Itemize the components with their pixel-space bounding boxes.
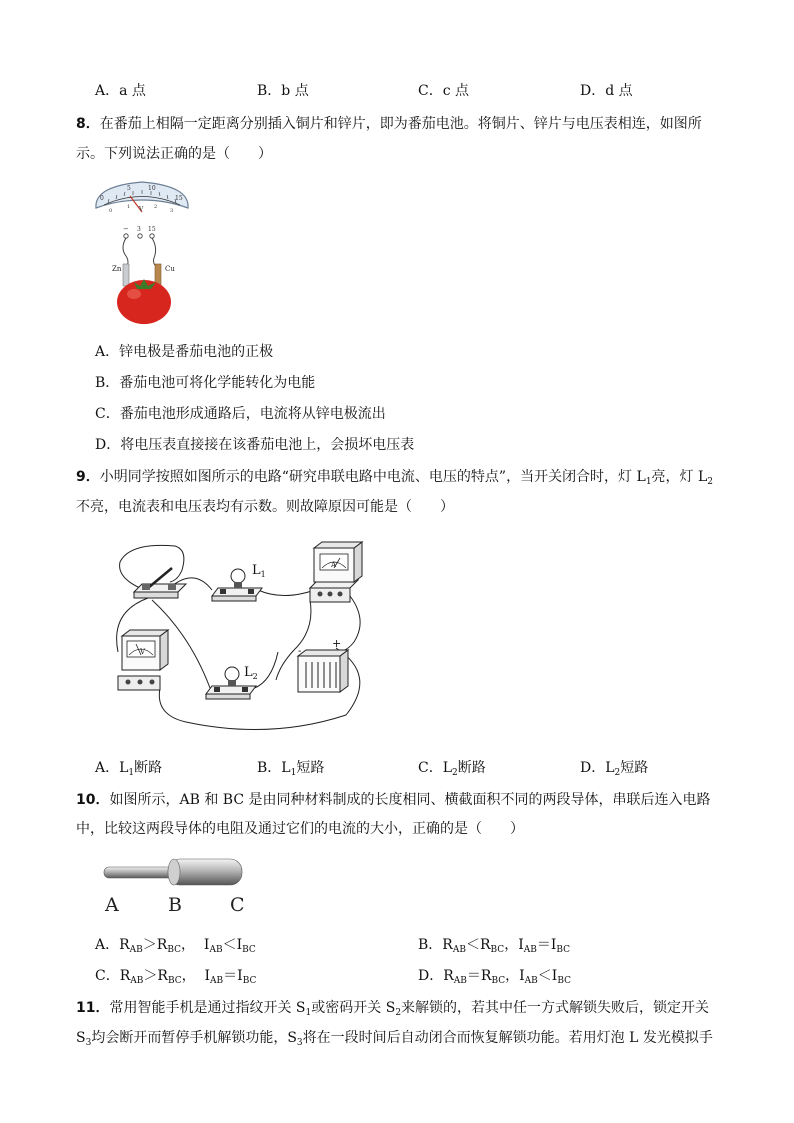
battery-plus: + bbox=[332, 637, 342, 650]
label-b: B bbox=[168, 894, 182, 916]
l1-label: $L_1$ bbox=[252, 563, 266, 579]
l2-label: $L_2$ bbox=[244, 665, 258, 681]
scale-right-15: 15 bbox=[175, 195, 183, 202]
q9-option-b: B．$L_1$短路 bbox=[257, 760, 325, 778]
q8-stem-line2: 示。下列说法正确的是（ ） bbox=[76, 146, 272, 162]
q10-option-a: A．$R_{AB}>R_{BC}$， $I_{AB}<I_{BC}$ bbox=[95, 937, 256, 955]
terminal-15-label: 15 bbox=[148, 226, 156, 233]
q11-stem-line1: 11．常用智能手机是通过指纹开关 $S_1$或密码开关 $S_2$来解锁的，若其中任一方式解锁失败后，锁定开关 bbox=[76, 1000, 710, 1018]
conductor-figure bbox=[98, 855, 258, 917]
series-circuit-figure bbox=[110, 540, 370, 735]
terminal-minus bbox=[124, 234, 128, 238]
lamp-l1 bbox=[212, 563, 266, 601]
q9-option-d: D．$L_2$短路 bbox=[580, 760, 649, 778]
conductor-ab bbox=[104, 867, 176, 878]
terminal-3 bbox=[138, 234, 142, 238]
q9-stem-line1: 9．小明同学按照如图所示的电路“研究串联电路中电流、电压的特点”，当开关闭合时，灯 $L_1$亮，灯 $L_2$ bbox=[76, 469, 714, 487]
q10-option-c: C．$R_{AB}>R_{BC}$， $I_{AB}=I_{BC}$ bbox=[95, 968, 257, 986]
scale-bottom-2: 2 bbox=[154, 204, 158, 210]
terminal-3-label: 3 bbox=[137, 226, 141, 233]
q11-number: 11． bbox=[76, 1000, 110, 1016]
lamp-l2 bbox=[206, 665, 258, 699]
switch bbox=[134, 568, 186, 598]
ammeter bbox=[310, 542, 362, 602]
q10-option-d: D．$R_{AB}=R_{BC}$，$I_{AB}<I_{BC}$ bbox=[418, 968, 571, 986]
q10-option-b: B．$R_{AB}<R_{BC}$，$I_{AB}=I_{BC}$ bbox=[418, 937, 571, 955]
q9-option-c: C．$L_2$断路 bbox=[418, 760, 486, 778]
scale-top-5: 5 bbox=[127, 185, 131, 192]
battery bbox=[298, 637, 348, 692]
scale-bottom-0: 0 bbox=[109, 208, 113, 214]
tomato-battery-figure bbox=[90, 178, 194, 328]
voltmeter bbox=[118, 630, 168, 690]
q7-option-d: D．d 点 bbox=[580, 83, 633, 99]
wire-cu bbox=[152, 238, 158, 268]
q7-option-b: B．b 点 bbox=[257, 83, 309, 99]
q9-number: 9． bbox=[76, 469, 100, 485]
q7-options bbox=[0, 79, 794, 103]
q8-option-a: A．锌电极是番茄电池的正极 bbox=[95, 344, 274, 360]
voltmeter-unit: V bbox=[139, 206, 144, 213]
q11-stem-line2: $S_3$均会断开而暂停手机解锁功能，$S_3$将在一段时间后自动闭合而恢复解锁功能。若用灯泡 L 发光模拟手 bbox=[76, 1030, 713, 1048]
q9-stem-line2: 不亮，电流表和电压表均有示数。则故障原因可能是（ ） bbox=[76, 499, 454, 515]
q8-option-b: B．番茄电池可将化学能转化为电能 bbox=[95, 375, 316, 391]
q7-option-a: A．a 点 bbox=[95, 83, 146, 99]
q7-option-c: C．c 点 bbox=[418, 83, 470, 99]
q10-stem-line2: 中，比较这两段导体的电阻及通过它们的电流的大小，正确的是（ ） bbox=[76, 821, 524, 837]
label-a: A bbox=[105, 894, 119, 916]
scale-left-0: 0 bbox=[100, 195, 104, 202]
ammeter-symbol: A bbox=[331, 561, 337, 569]
scale-bottom-1: 1 bbox=[127, 204, 131, 210]
zinc-electrode bbox=[123, 264, 129, 286]
zn-label: Zn bbox=[112, 265, 122, 273]
q8-option-d: D．将电压表直接接在该番茄电池上，会损坏电压表 bbox=[95, 437, 415, 453]
q9-option-a: A．$L_1$断路 bbox=[95, 760, 163, 778]
q8-stem-line1: 8．在番茄上相隔一定距离分别插入铜片和锌片，即为番茄电池。将铜片、锌片与电压表相连，如图所 bbox=[76, 116, 702, 132]
battery-minus: - bbox=[298, 646, 302, 657]
wire-zn bbox=[123, 238, 128, 268]
q10-stem-line1: 10．如图所示，AB 和 BC 是由同种材料制成的长度相同、横截面积不同的两段导体，串联后连入电路 bbox=[76, 792, 711, 808]
q8-number: 8． bbox=[76, 116, 100, 132]
terminal-minus-label: − bbox=[123, 225, 129, 233]
terminal-15 bbox=[150, 234, 154, 238]
scale-bottom-3: 3 bbox=[170, 208, 174, 214]
voltmeter-symbol: V bbox=[140, 648, 146, 656]
cu-label: Cu bbox=[165, 265, 175, 273]
scale-top-10: 10 bbox=[148, 185, 156, 192]
q8-option-c: C．番茄电池形成通路后，电流将从锌电极流出 bbox=[95, 406, 386, 422]
q9-options bbox=[0, 756, 794, 780]
label-c: C bbox=[230, 894, 245, 916]
q10-number: 10． bbox=[76, 792, 110, 808]
